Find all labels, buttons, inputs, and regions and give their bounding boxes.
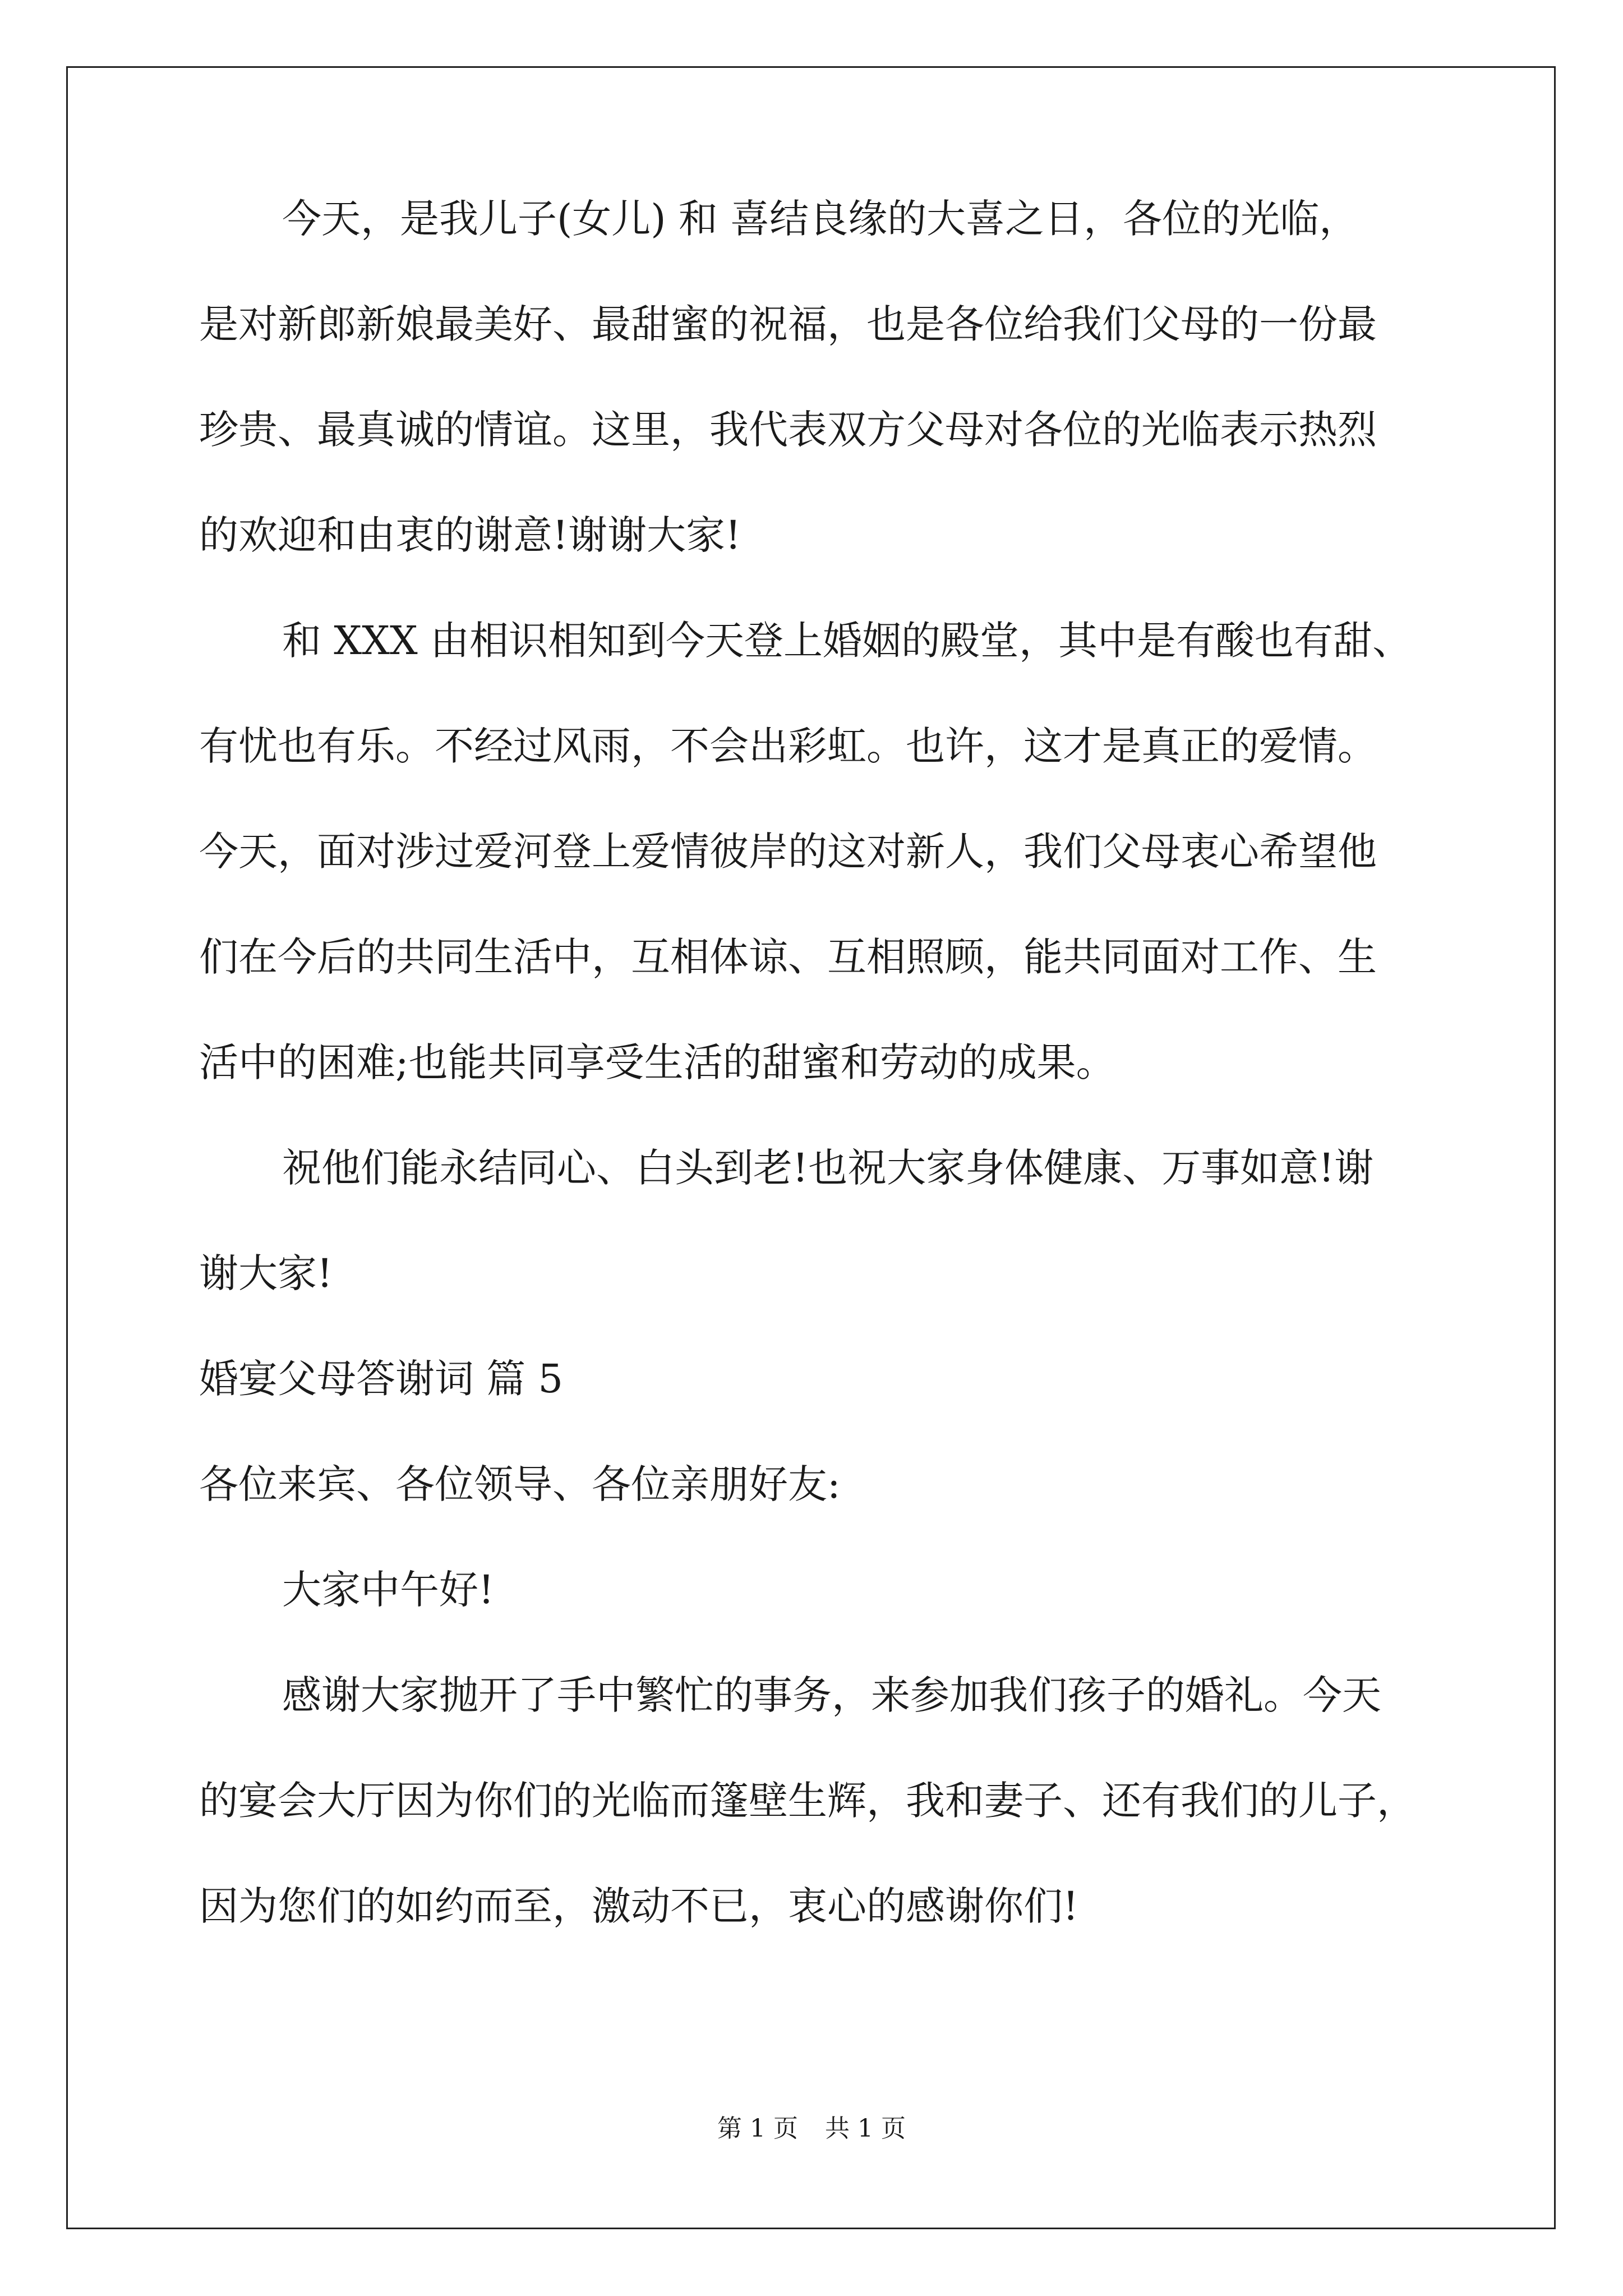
section-heading: 婚宴父母答谢词 篇 5: [199, 1356, 564, 1402]
page-number-current: 第 1 页: [717, 2114, 798, 2143]
paragraph-line: 因为您们的如约而至，激动不已，衷心的感谢你们!: [199, 1883, 1079, 1929]
paragraph-line: 谢大家!: [199, 1250, 333, 1296]
page-footer: [0, 2112, 1623, 2146]
paragraph-line: 今天，是我儿子(女儿) 和 喜结良缘的大喜之日，各位的光临，: [282, 196, 1359, 242]
paragraph-line: 有忧也有乐。不经过风雨，不会出彩虹。也许，这才是真正的爱情。: [199, 723, 1377, 769]
paragraph-line: 感谢大家抛开了手中繁忙的事务，来参加我们孩子的婚礼。今天: [282, 1672, 1381, 1718]
paragraph-line: 的欢迎和由衷的谢意!谢谢大家!: [199, 512, 741, 558]
paragraph-line: 们在今后的共同生活中，互相体谅、互相照顾，能共同面对工作、生: [199, 934, 1377, 980]
paragraph-line: 活中的困难;也能共同享受生活的甜蜜和劳动的成果。: [199, 1039, 1115, 1085]
salutation-line: 各位来宾、各位领导、各位亲朋好友:: [199, 1461, 841, 1507]
paragraph-line: 今天，面对涉过爱河登上爱情彼岸的这对新人，我们父母衷心希望他: [199, 829, 1377, 875]
paragraph-line: 的宴会大厅因为你们的光临而篷壁生辉，我和妻子、还有我们的儿子，: [199, 1778, 1416, 1824]
paragraph-line: 珍贵、最真诚的情谊。这里，我代表双方父母对各位的光临表示热烈: [199, 407, 1377, 453]
greeting-line: 大家中午好!: [282, 1567, 495, 1613]
page-number-total: 共 1 页: [825, 2114, 906, 2143]
paragraph-line: 和 XXX 由相识相知到今天登上婚姻的殿堂，其中是有酸也有甜、: [282, 618, 1412, 664]
paragraph-line: 是对新郎新娘最美好、最甜蜜的祝福，也是各位给我们父母的一份最: [199, 301, 1377, 347]
paragraph-line: 祝他们能永结同心、白头到老!也祝大家身体健康、万事如意!谢: [282, 1145, 1374, 1191]
